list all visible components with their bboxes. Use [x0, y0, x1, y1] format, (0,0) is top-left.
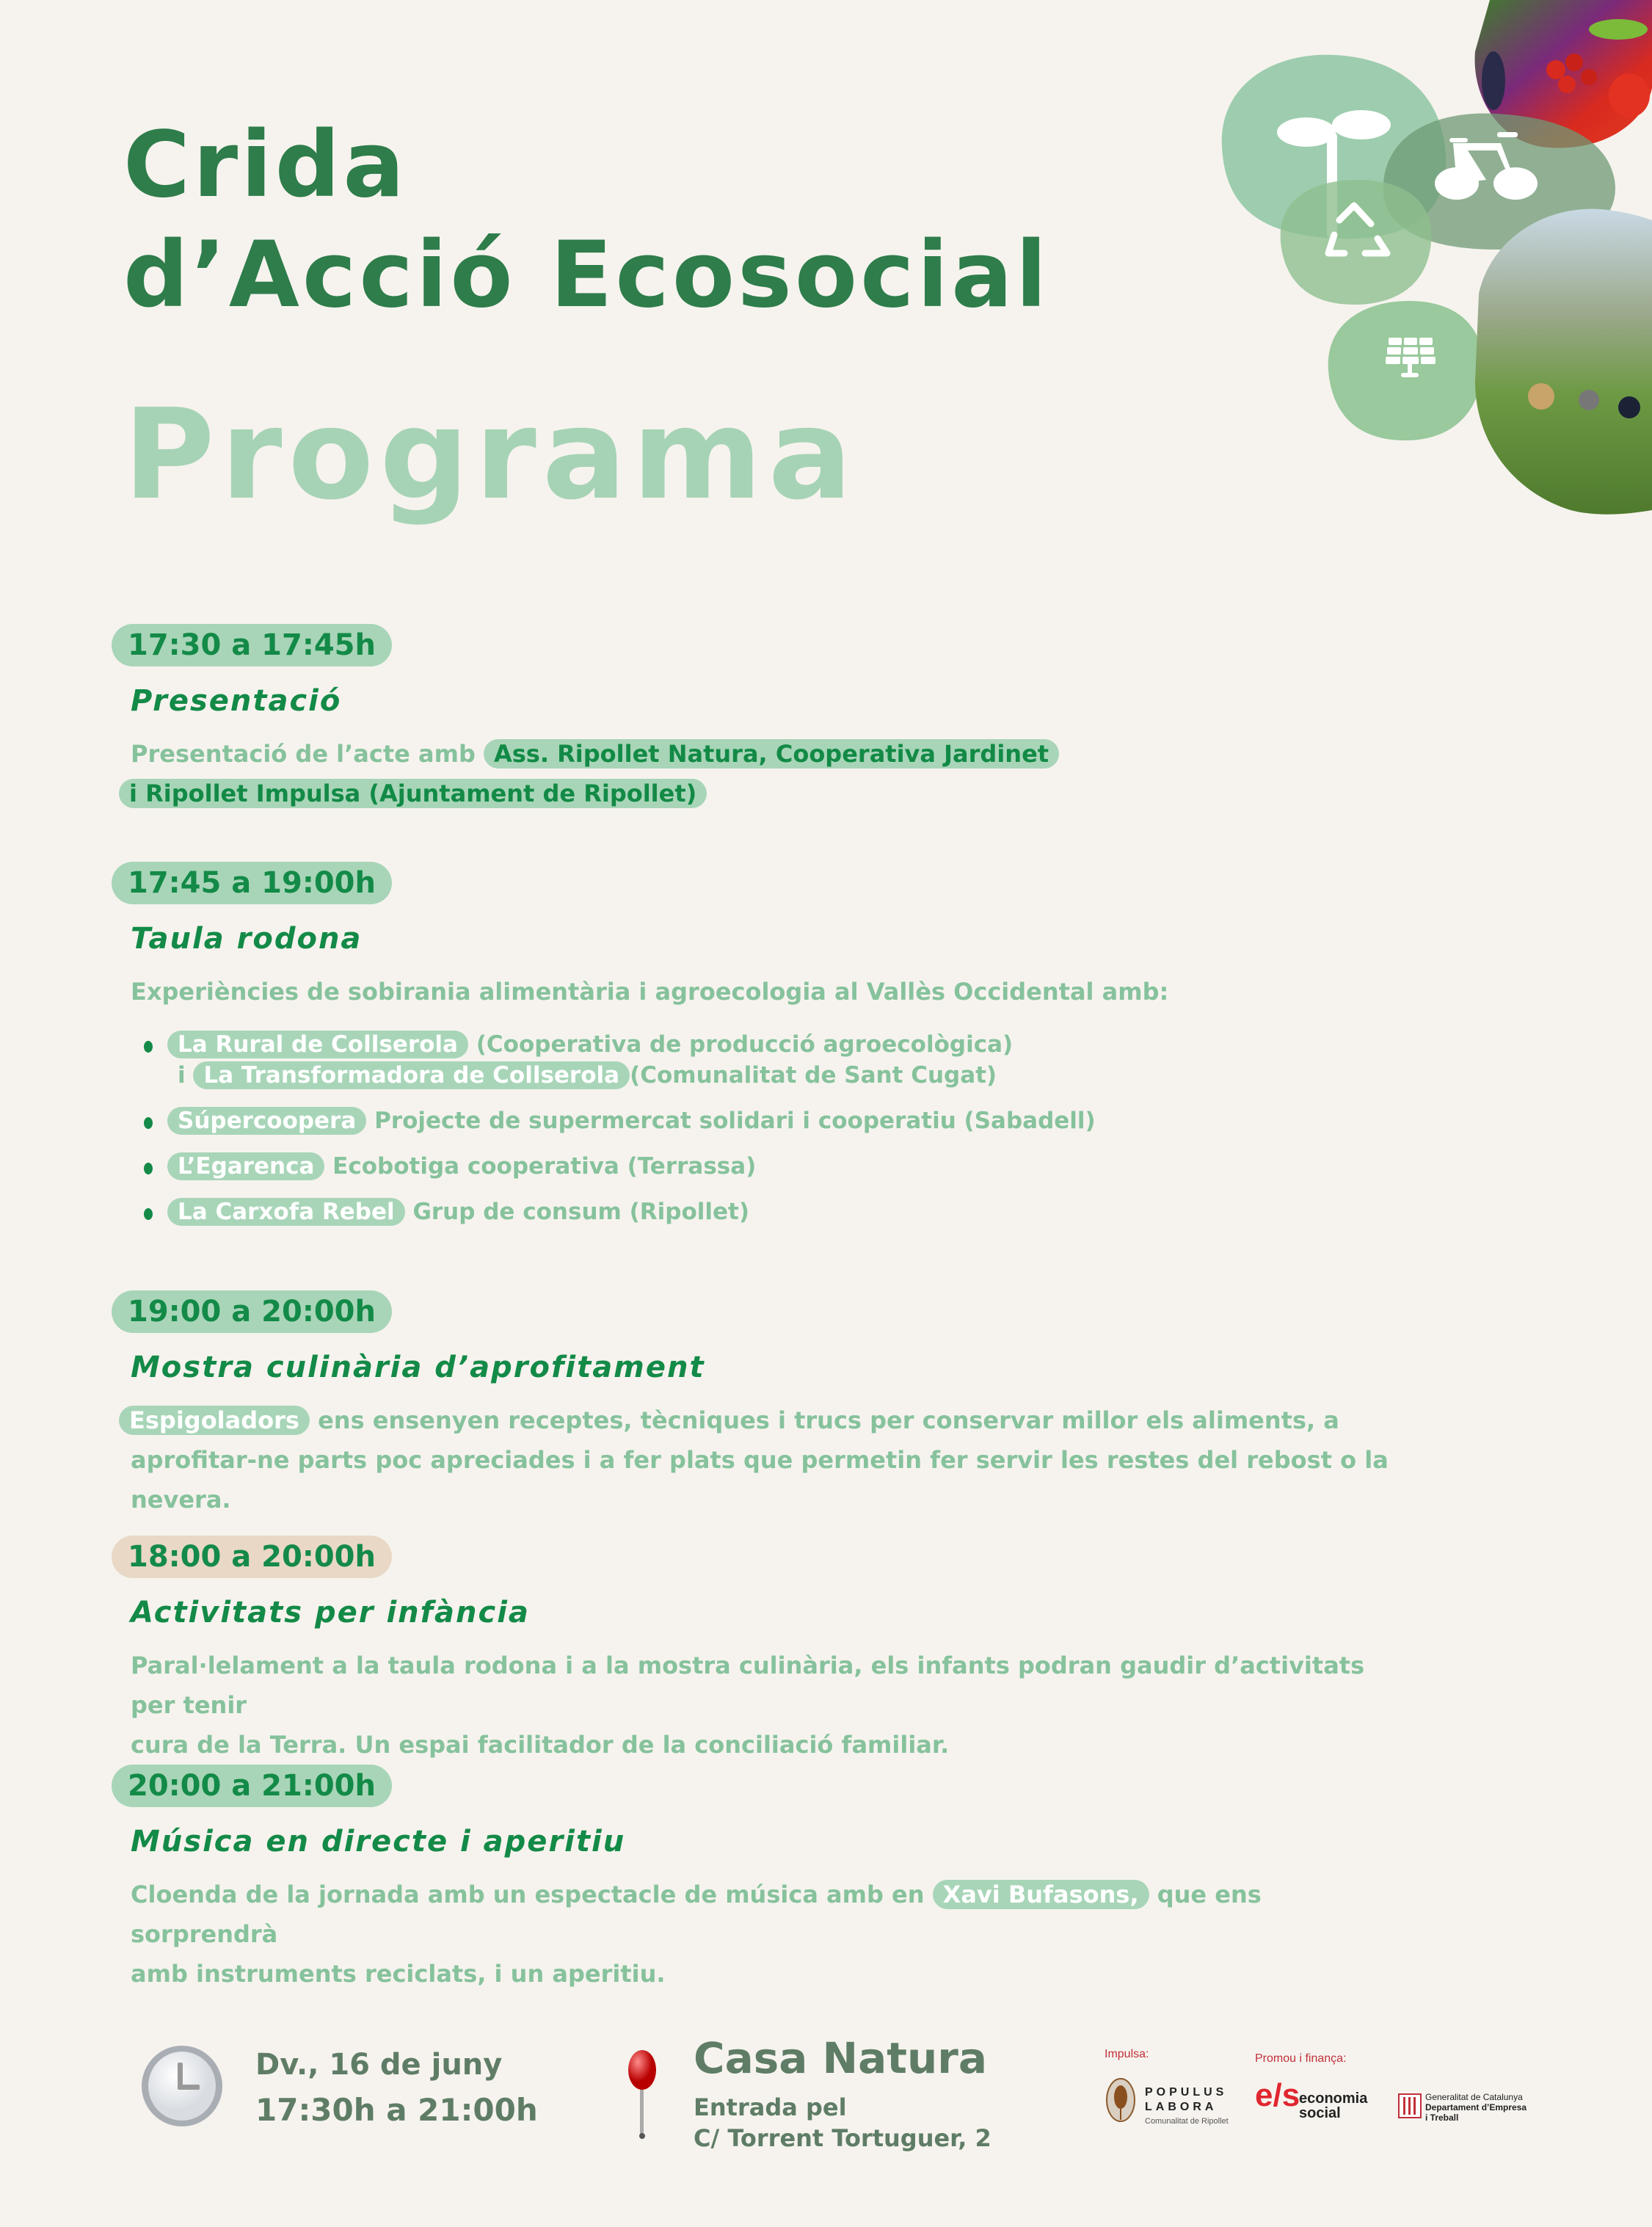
desc-text: Paral·lelament a la taula rodona i a la mostra culinària, els infants podran gaudir d’activitats per tenir: [131, 1652, 1365, 1719]
title-line-1: Crida: [123, 112, 408, 218]
address-line-2: C/ Torrent Tortuguer, 2: [694, 2124, 991, 2152]
section-presentacio: [112, 624, 1396, 813]
org-name: Súpercoopera: [167, 1107, 366, 1135]
economia-social-line-2: social: [1299, 2105, 1341, 2121]
footer: [132, 2026, 1600, 2158]
org-desc: Grup de consum (Ripollet): [412, 1199, 750, 1225]
address-line-1: Entrada pel: [694, 2093, 847, 2121]
time-badge: 19:00 a 20:00h: [112, 1290, 392, 1333]
org-desc: (Comunalitat de Sant Cugat): [630, 1062, 997, 1089]
populus-line-1: POPULUS: [1145, 2086, 1228, 2099]
desc-text: amb instruments reciclats, i un aperitiu.: [131, 1960, 666, 1988]
generalitat-line-2: Departament d’Empresa: [1425, 2102, 1527, 2112]
programa-heading: Programa: [123, 382, 859, 528]
org-name: La Carxofa Rebel: [167, 1198, 405, 1226]
time-badge: 18:00 a 20:00h: [112, 1536, 392, 1578]
time-badge: 20:00 a 21:00h: [112, 1765, 392, 1807]
event-date: Dv., 16 de juny: [255, 2048, 503, 2082]
list-item: [141, 1196, 1396, 1227]
org-desc: Ecobotiga cooperativa (Terrassa): [332, 1153, 757, 1180]
title-line-2: d’Acció Ecosocial: [123, 222, 1050, 328]
org-desc: (Cooperativa de producció agroecològica): [476, 1031, 1014, 1058]
org-name: Espigoladors: [119, 1406, 310, 1435]
populus-line-2: LABORA: [1145, 2101, 1218, 2113]
section-taula-rodona: [112, 862, 1396, 1242]
org-joiner: i: [178, 1062, 186, 1089]
section-description: [131, 1875, 1396, 1994]
section-description: [131, 1400, 1396, 1519]
section-title: Taula rodona: [131, 922, 363, 956]
section-title: Activitats per infància: [131, 1596, 530, 1630]
list-item: [141, 1029, 1396, 1091]
garden-workers-photo: [1475, 209, 1652, 515]
generalitat-line-1: Generalitat de Catalunya: [1425, 2092, 1523, 2102]
section-description: [131, 1646, 1396, 1765]
populus-labora-logo-icon: [1105, 2077, 1136, 2123]
decorative-cluster: [1189, 0, 1652, 602]
org-list: [141, 1029, 1396, 1227]
desc-text: cura de la Terra. Un espai facilitador de la conciliació familiar.: [131, 1731, 950, 1759]
solar-panel-icon-blob: [1328, 301, 1482, 440]
economia-social-logo-icon: e/s: [1255, 2077, 1300, 2113]
section-title: Presentació: [131, 684, 342, 718]
org-name: L’Egarenca: [167, 1152, 324, 1180]
desc-text: Cloenda de la jornada amb un espectacle de música amb en: [131, 1881, 925, 1908]
list-item: [141, 1105, 1396, 1136]
generalitat-logo-icon: [1398, 2093, 1422, 2118]
section-description: Experiències de sobirania alimentària i agroecologia al Vallès Occidental amb:: [131, 978, 1169, 1006]
list-item: [141, 1151, 1396, 1182]
desc-text: que ens sorprendrà: [131, 1881, 1262, 1948]
time-badge: 17:45 a 19:00h: [112, 862, 392, 904]
event-hours: 17:30h a 21:00h: [255, 2092, 538, 2128]
desc-text: Presentació de l’acte amb: [131, 740, 476, 768]
section-musica: [112, 1765, 1396, 1994]
economia-social-line-1: economia: [1299, 2090, 1368, 2107]
impulsa-label: Impulsa:: [1105, 2048, 1149, 2060]
org-name: La Rural de Collserola: [167, 1031, 468, 1058]
generalitat-line-3: i Treball: [1425, 2112, 1459, 2123]
org-desc: Projecte de supermercat solidari i cooperatiu (Sabadell): [374, 1108, 1096, 1134]
populus-line-3: Comunalitat de Ripollet: [1145, 2117, 1229, 2126]
clock-icon: [139, 2042, 228, 2130]
org-name: La Transformadora de Collserola: [193, 1061, 630, 1089]
venue-name: Casa Natura: [694, 2033, 987, 2083]
section-title: Mostra culinària d’aprofitament: [131, 1351, 705, 1384]
promou-label: Promou i finança:: [1255, 2052, 1347, 2065]
recycle-icon-blob: [1281, 180, 1432, 305]
time-badge: 17:30 a 17:45h: [112, 624, 392, 666]
section-title: Música en directe i aperitiu: [131, 1825, 626, 1859]
highlight-organizers-2: i Ripollet Impulsa (Ajuntament de Ripollet): [119, 779, 707, 808]
map-pin-icon: [624, 2048, 661, 2143]
highlight-organizers: Ass. Ripollet Natura, Cooperativa Jardinet: [484, 739, 1059, 769]
desc-text: aprofitar-ne parts poc apreciades i a fer plats que permetin fer servir les restes del rebost o la nevera.: [131, 1446, 1389, 1514]
section-mostra-culinaria: [112, 1290, 1396, 1519]
desc-text: ens ensenyen receptes, tècniques i trucs per conservar millor els aliments, a: [318, 1406, 1339, 1434]
section-description: [131, 734, 1396, 813]
artist-name: Xavi Bufasons,: [933, 1880, 1149, 1909]
section-activitats-infancia: [112, 1536, 1396, 1765]
